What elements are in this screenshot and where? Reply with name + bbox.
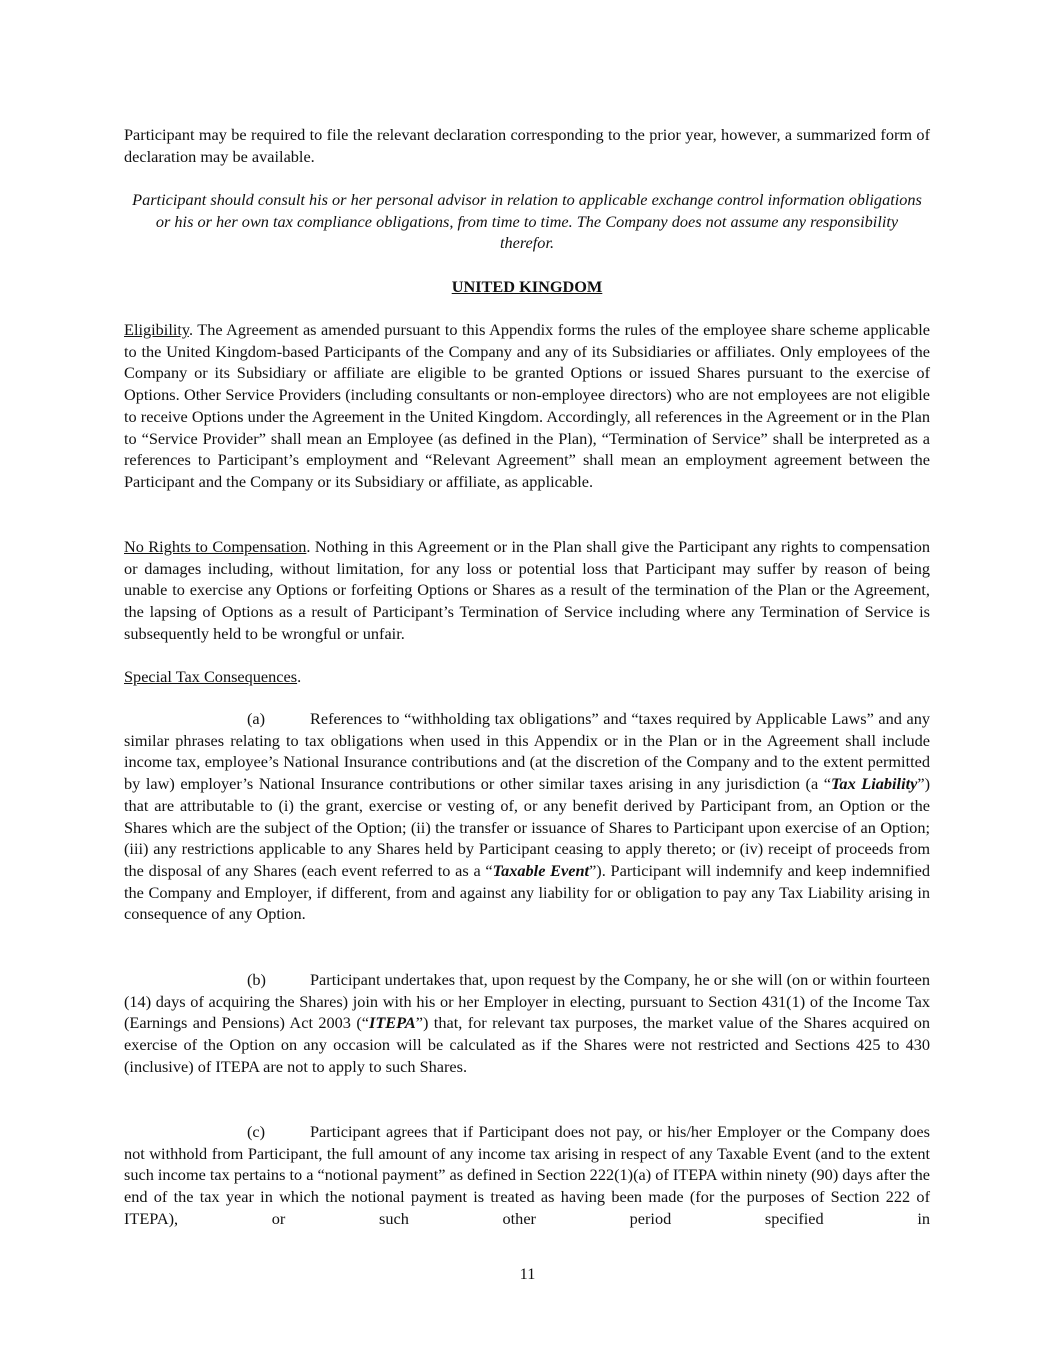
paragraph-a [124, 708, 930, 925]
taxable-event-term: Taxable Event [492, 860, 590, 880]
paragraph-a-text-3: ”). Participant will indemnify and keep indemnified the Company and Employer, if different, from and against any liability for or obligation to pay any Tax Liability arising in consequence of any Option. [124, 860, 930, 924]
special-tax-heading [124, 666, 930, 688]
section-heading: UNITED KINGDOM [451, 277, 603, 296]
paragraph-c-label: (c) [247, 1122, 266, 1141]
paragraph-b-label: (b) [247, 970, 266, 989]
intro-paragraph: Participant may be required to file the relevant declaration corresponding to the prior year, however, a summarized form of declaration may be available. [124, 125, 930, 166]
paragraph-b-text-1: Participant undertakes that, upon request by the Company, he or she will (on or within fourteen (14) days of acquiring the Shares) join with his or her Employer in electing, pursuant to Section 431(1) of the Income Tax (Earnings and Pensions) Act 2003 (“ [124, 970, 930, 1033]
paragraph-b [124, 969, 930, 1078]
tax-liability-term: Tax Liability [830, 774, 918, 794]
consult-note: Participant should consult his or her personal advisor in relation to applicable exchange control information obligations or his or her own tax compliance obligations, from time to time. The Company does not assume any responsibility therefor. [132, 190, 922, 253]
page-number: 11 [519, 1264, 536, 1283]
paragraph-b-text-2: ”) that, for relevant tax purposes, the market value of the Shares acquired on exercise of the Option on any occasion will be calculated as if the Shares were not restricted and Sections 425 to 430 (inclusive) of ITEPA are not to apply to such Shares. [124, 1013, 931, 1076]
no-rights-text: . Nothing in this Agreement or in the Plan shall give the Participant any rights to compensation or damages including, without limitation, for any loss or potential loss that Participant may suffer by reason of being unable to exercise any Options or forfeiting Options or Shares as a result of the termination of the Plan or the Agreement, the lapsing of Options as a result of Participant’s Termination of Service including where any Termination of Service is subsequently held to be wrongful or unfair. [124, 537, 930, 643]
paragraph-a-text-1: References to “withholding tax obligations” and “taxes required by Applicable Laws” and any similar phrases relating to tax obligations when used in this Appendix or in the Plan or in the Agreement shall include income tax, employee’s National Insurance contributions and (at the discretion of the Company and to the extent permitted by law) employer’s National Insurance contributions or other similar taxes arising in any jurisdiction (a “ [124, 709, 930, 794]
paragraph-c-text: Participant agrees that if Participant does not pay, or his/her Employer or the Company does not withhold from Participant, the full amount of any income tax arising in respect of any Taxable Event (and to the extent such income tax pertains to a “notional payment” as defined in Section 222(1)(a) of ITEPA within ninety (90) days after the end of the tax year in which the notional payment is treated as having been made (for the purposes of Section 222 of ITEPA), or such other period specified in [124, 1122, 931, 1228]
special-tax-title-suffix: . [297, 667, 302, 686]
no-rights-title: No Rights to Compensation [124, 537, 307, 556]
paragraph-a-text-2: ”) that are attributable to (i) the grant, exercise or vesting of, or any benefit derived by Participant from, an Option or the Shares which are the subject of the Option; (ii) the transfer or issuance of Shares to Participant upon exercise of an Option; (iii) any restrictions applicable to any Shares held by Participant ceasing to apply thereto; or (iv) receipt of proceeds from the disposal of any Shares (each event referred to as a “ [124, 774, 930, 880]
eligibility-text: . The Agreement as amended pursuant to this Appendix forms the rules of the employee share scheme applicable to the United Kingdom-based Participants of the Company and any of its Subsidiaries or affiliates. Only employees of the Company or its Subsidiary or affiliate are eligible to be granted Options or issued Shares pursuant to the exercise of Options. Other Service Providers (including consultants or non-employee directors) who are not employees are not eligible to receive Options under the Agreement in the United Kingdom. Accordingly, all references in the Agreement or in the Plan to “Service Provider” shall mean an Employee (as defined in the Plan), “Termination of Service” shall be interpreted as a references to Participant’s employment and “Relevant Agreement” shall mean an employment agreement between the Participant and the Company or its Subsidiary or affiliate, as applicable. [124, 320, 930, 491]
paragraph-c [124, 1121, 930, 1230]
special-tax-title: Special Tax Consequences [124, 667, 298, 686]
eligibility-title: Eligibility [124, 320, 189, 339]
eligibility-paragraph [124, 319, 930, 493]
no-rights-paragraph [124, 536, 930, 645]
itepa-term: ITEPA [369, 1013, 416, 1033]
paragraph-a-label: (a) [247, 709, 266, 728]
